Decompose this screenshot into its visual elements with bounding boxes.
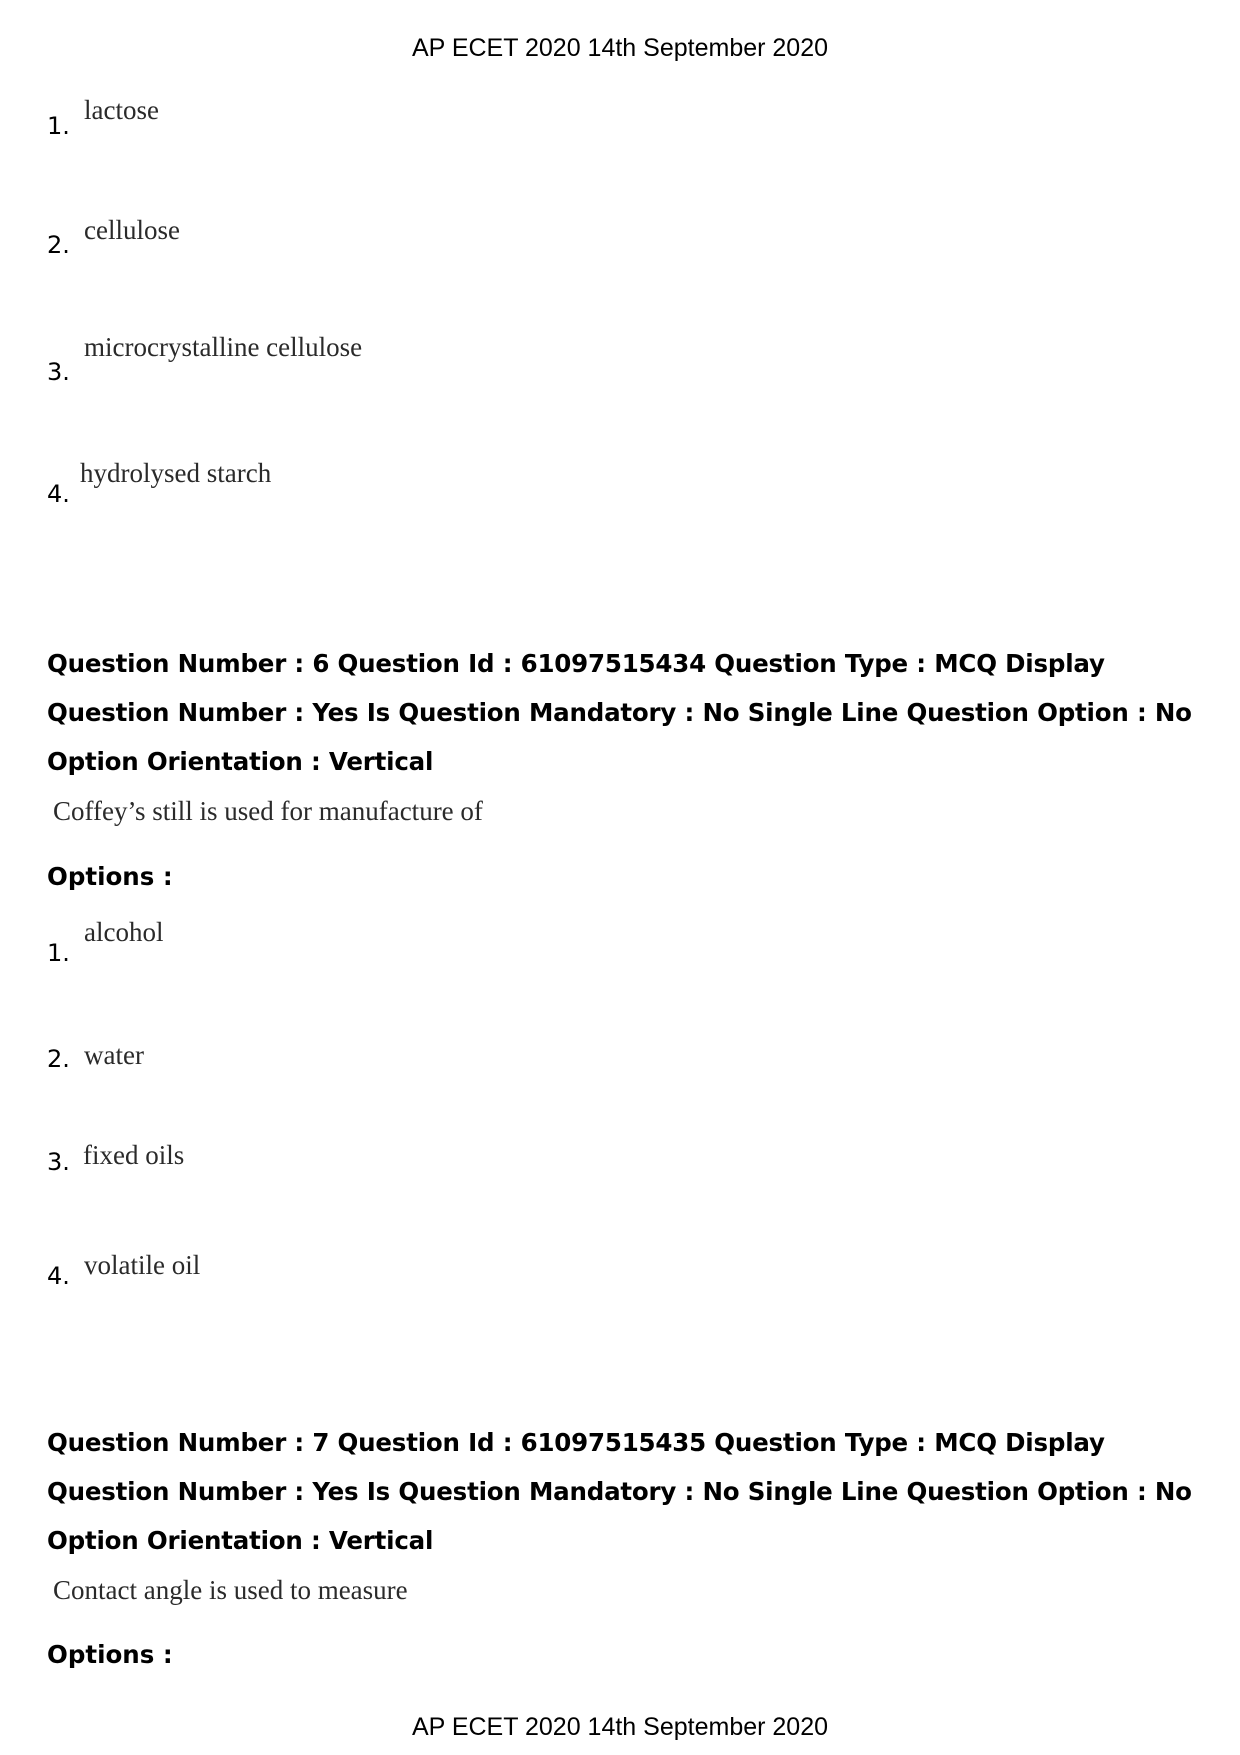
option-text: fixed oils xyxy=(83,1140,185,1170)
option-text: volatile oil xyxy=(84,1250,201,1280)
question-7-meta: Question Number : 7 Question Id : 61097515435 Question Type : MCQ Display Question Number : Yes Is Question Mandatory : No Single Line Question Option : No Option Orientation : Vertical xyxy=(47,1428,1192,1555)
question-7-options-label: Options : xyxy=(47,1640,173,1669)
option-text: lactose xyxy=(84,95,159,125)
question-6-meta: Question Number : 6 Question Id : 61097515434 Question Type : MCQ Display Question Number : Yes Is Question Mandatory : No Single Line Question Option : No Option Orientation : Vertical xyxy=(47,649,1192,776)
page-header: AP ECET 2020 14th September 2020 xyxy=(411,34,829,62)
page-footer: AP ECET 2020 14th September 2020 xyxy=(411,1713,829,1741)
option-text: water xyxy=(84,1040,144,1070)
question-7-text: Contact angle is used to measure xyxy=(53,1575,408,1605)
option-text: alcohol xyxy=(84,917,164,947)
option-number: 4. xyxy=(47,1262,70,1290)
option-text: cellulose xyxy=(84,215,180,245)
option-number: 1. xyxy=(47,939,70,967)
option-number: 3. xyxy=(47,358,70,386)
option-number: 4. xyxy=(47,480,70,508)
question-6-options-label: Options : xyxy=(47,862,173,891)
option-number: 2. xyxy=(47,231,70,259)
option-text: microcrystalline cellulose xyxy=(84,332,363,362)
question-6-text: Coffey’s still is used for manufacture of xyxy=(53,796,483,826)
option-number: 2. xyxy=(47,1045,70,1073)
option-text: hydrolysed starch xyxy=(80,458,272,488)
option-number: 1. xyxy=(47,112,70,140)
option-number: 3. xyxy=(47,1148,70,1176)
